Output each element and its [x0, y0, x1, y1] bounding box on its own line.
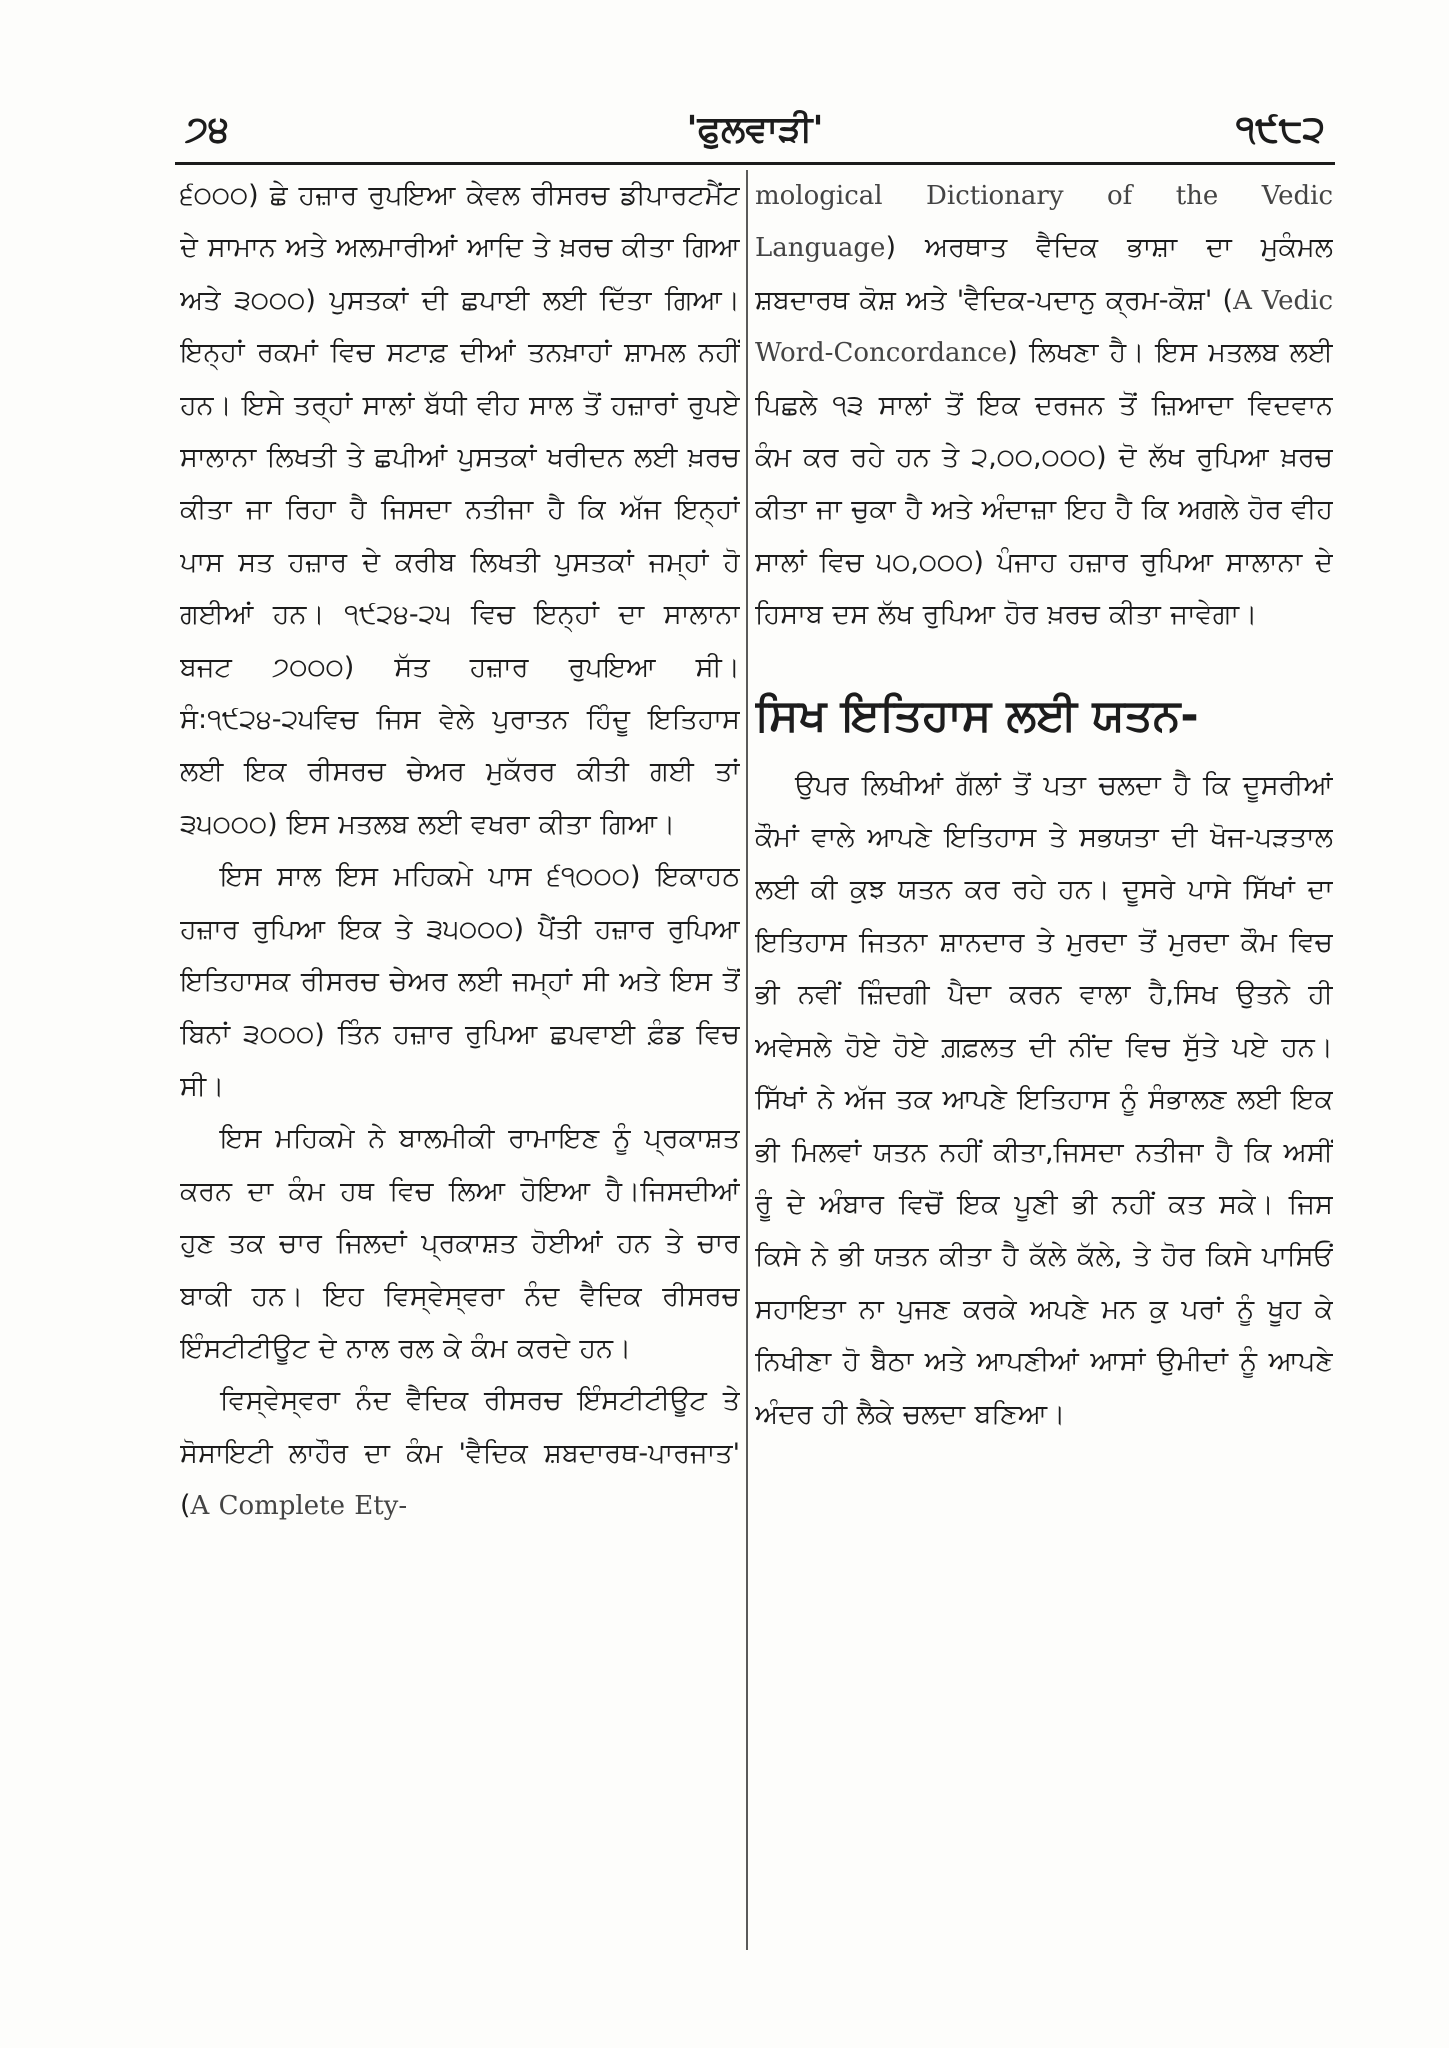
- vedic-dictionary-text: ) ਅਰਥਾਤ ਵੈਦਿਕ ਭਾਸ਼ਾ ਦਾ ਮੁਕੰਮਲ ਸ਼ਬਦਾਰਥ ਕੋਸ਼ ਅਤੇ 'ਵੈਦਿਕ-ਪਦਾਨੁ ਕ੍ਰਮ-ਕੋਸ਼' (: [755, 232, 1333, 316]
- header-year: ੧੯੮੨: [1235, 109, 1325, 150]
- english-dictionary-title: A Complete Ety-: [190, 1491, 408, 1522]
- column-divider: [746, 170, 748, 1950]
- header-rule: [175, 162, 1335, 165]
- left-column: [180, 170, 740, 1950]
- paragraph-sikh-history: ਉਪਰ ਲਿਖੀਆਂ ਗੱਲਾਂ ਤੋਂ ਪਤਾ ਚਲਦਾ ਹੈ ਕਿ ਦੂਸਰੀਆਂ ਕੌਮਾਂ ਵਾਲੇ ਆਪਣੇ ਇਤਿਹਾਸ ਤੇ ਸਭਯਤਾ ਦੀ ਖੋਜ-ਪੜਤਾਲ ਲਈ ਕੀ ਕੁਝ ਯਤਨ ਕਰ ਰਹੇ ਹਨ। ਦੂਸਰੇ ਪਾਸੇ ਸਿੱਖਾਂ ਦਾ ਇਤਿਹਾਸ ਜਿਤਨਾ ਸ਼ਾਨਦਾਰ ਤੇ ਮੁਰਦਾ ਤੋਂ ਮੁਰਦਾ ਕੌਮ ਵਿਚ ਭੀ ਨਵੀਂ ਜ਼ਿੰਦਗੀ ਪੈਦਾ ਕਰਨ ਵਾਲਾ ਹੈ,ਸਿਖ ਉਤਨੇ ਹੀ ਅਵੇਸਲੇ ਹੋਏ ਹੋਏ ਗ਼ਫ਼ਲਤ ਦੀ ਨੀਂਦ ਵਿਚ ਸੁੱਤੇ ਪਏ ਹਨ। ਸਿੱਖਾਂ ਨੇ ਅੱਜ ਤਕ ਆਪਣੇ ਇਤਿਹਾਸ ਨੂੰ ਸੰਭਾਲਣ ਲਈ ਇਕ ਭੀ ਮਿਲਵਾਂ ਯਤਨ ਨਹੀਂ ਕੀਤਾ,ਜਿਸਦਾ ਨਤੀਜਾ ਹੈ ਕਿ ਅਸੀਂ ਰੂੰ ਦੇ ਅੰਬਾਰ ਵਿਚੋਂ ਇਕ ਪੂਣੀ ਭੀ ਨਹੀਂ ਕਤ ਸਕੇ। ਜਿਸ ਕਿਸੇ ਨੇ ਭੀ ਯਤਨ ਕੀਤਾ ਹੈ ਕੱਲੇ ਕੱਲੇ, ਤੇ ਹੋਰ ਕਿਸੇ ਪਾਸਿਓਂ ਸਹਾਇਤਾ ਨਾ ਪੁਜਣ ਕਰਕੇ ਅਪਣੇ ਮਨ ਕੁ ਪਰਾਂ ਨੂੰ ਖੂਹ ਕੇ ਨਿਖੀਣਾ ਹੋ ਬੈਠਾ ਅਤੇ ਆਪਣੀਆਂ ਆਸਾਂ ਉਮੀਦਾਂ ਨੂੰ ਆਪਣੇ ਅੰਦਰ ਹੀ ਲੈਕੇ ਚਲਦਾ ਬਣਿਆ।: [755, 769, 1333, 1430]
- page-number: ੭੪: [185, 109, 229, 150]
- paragraph-vedic-dictionary: [755, 170, 1333, 642]
- english-dictionary-title-cont: mological Dictionary of the Vedic Language: [755, 181, 1333, 264]
- vedic-dictionary-text-cont: ) ਲਿਖਣਾ ਹੈ। ਇਸ ਮਤਲਬ ਲਈ ਪਿਛਲੇ ੧੩ ਸਾਲਾਂ ਤੋਂ ਇਕ ਦਰਜਨ ਤੋਂ ਜ਼ਿਆਦਾ ਵਿਦਵਾਨ ਕੰਮ ਕਰ ਰਹੇ ਹਨ ਤੇ ੨,੦੦,੦੦੦) ਦੋ ਲੱਖ ਰੁਪਿਆ ਖ਼ਰਚ ਕੀਤਾ ਜਾ ਚੁਕਾ ਹੈ ਅਤੇ ਅੰਦਾਜ਼ਾ ਇਹ ਹੈ ਕਿ ਅਗਲੇ ਹੋਰ ਵੀਹ ਸਾਲਾਂ ਵਿਚ ੫੦,੦੦੦) ਪੰਜਾਹ ਹਜ਼ਾਰ ਰੁਪਿਆ ਸਾਲਾਨਾ ਦੇ ਹਿਸਾਬ ਦਸ ਲੱਖ ਰੁਪਿਆ ਹੋਰ ਖ਼ਰਚ ਕੀਤਾ ਜਾਵੇਗਾ।: [755, 337, 1333, 631]
- page-header: [175, 100, 1335, 160]
- paragraph-ramayana: ਇਸ ਮਹਿਕਮੇ ਨੇ ਬਾਲਮੀਕੀ ਰਾਮਾਇਣ ਨੂੰ ਪ੍ਰਕਾਸ਼ਤ ਕਰਨ ਦਾ ਕੰਮ ਹਥ ਵਿਚ ਲਿਆ ਹੋਇਆ ਹੈ।ਜਿਸਦੀਆਂ ਹੁਣ ਤਕ ਚਾਰ ਜਿਲਦਾਂ ਪ੍ਰਕਾਸ਼ਤ ਹੋਈਆਂ ਹਨ ਤੇ ਚਾਰ ਬਾਕੀ ਹਨ। ਇਹ ਵਿਸ੍ਵੇਸ੍ਵਰਾ ਨੰਦ ਵੈਦਿਕ ਰੀਸਰਚ ਇੰਸਟੀਟੀਊਟ ਦੇ ਨਾਲ ਰਲ ਕੇ ਕੰਮ ਕਰਦੇ ਹਨ।: [180, 1123, 740, 1364]
- paragraph-vedic-institute: [180, 1375, 740, 1532]
- paragraph-this-year: ਇਸ ਸਾਲ ਇਸ ਮਹਿਕਮੇ ਪਾਸ ੬੧੦੦੦) ਇਕਾਹਠ ਹਜ਼ਾਰ ਰੁਪਿਆ ਇਕ ਤੇ ੩੫੦੦੦) ਪੈਂਤੀ ਹਜ਼ਾਰ ਰੁਪਿਆ ਇਤਿਹਾਸਕ ਰੀਸਰਚ ਚੇਅਰ ਲਈ ਜਮ੍ਹਾਂ ਸੀ ਅਤੇ ਇਸ ਤੋਂ ਬਿਨਾਂ ੩੦੦੦) ਤਿੰਨ ਹਜ਼ਾਰ ਰੁਪਿਆ ਛਪਵਾਈ ਫ਼ੰਡ ਵਿਚ ਸੀ।: [180, 861, 740, 1102]
- right-column: [755, 170, 1333, 1950]
- section-heading: ਸਿਖ ਇਤਿਹਾਸ ਲਈ ਯਤਨ-: [755, 689, 1199, 741]
- english-concordance-title: A Vedic Word-Concordance: [755, 285, 1333, 369]
- magazine-title: 'ਫੁਲਵਾੜੀ': [686, 109, 824, 150]
- paragraph-expenses: ੬੦੦੦) ਛੇ ਹਜ਼ਾਰ ਰੁਪਇਆ ਕੇਵਲ ਰੀਸਰਚ ਡੀਪਾਰਟਮੈਂਟ ਦੇ ਸਾਮਾਨ ਅਤੇ ਅਲਮਾਰੀਆਂ ਆਦਿ ਤੇ ਖ਼ਰਚ ਕੀਤਾ ਗਿਆ ਅਤੇ ੩੦੦੦) ਪੁਸਤਕਾਂ ਦੀ ਛਪਾਈ ਲਈ ਦਿੱਤਾ ਗਿਆ। ਇਨ੍ਹਾਂ ਰਕਮਾਂ ਵਿਚ ਸਟਾਫ਼ ਦੀਆਂ ਤਨਖ਼ਾਹਾਂ ਸ਼ਾਮਲ ਨਹੀਂ ਹਨ। ਇਸੇ ਤਰ੍ਹਾਂ ਸਾਲਾਂ ਬੱਧੀ ਵੀਹ ਸਾਲ ਤੋਂ ਹਜ਼ਾਰਾਂ ਰੁਪਏ ਸਾਲਾਨਾ ਲਿਖਤੀ ਤੇ ਛਪੀਆਂ ਪੁਸਤਕਾਂ ਖਰੀਦਨ ਲਈ ਖ਼ਰਚ ਕੀਤਾ ਜਾ ਰਿਹਾ ਹੈ ਜਿਸਦਾ ਨਤੀਜਾ ਹੈ ਕਿ ਅੱਜ ਇਨ੍ਹਾਂ ਪਾਸ ਸਤ ਹਜ਼ਾਰ ਦੇ ਕਰੀਬ ਲਿਖਤੀ ਪੁਸਤਕਾਂ ਜਮ੍ਹਾਂ ਹੋ ਗਈਆਂ ਹਨ। ੧੯੨੪-੨੫ ਵਿਚ ਇਨ੍ਹਾਂ ਦਾ ਸਾਲਾਨਾ ਬਜਟ ੭੦੦੦) ਸੱਤ ਹਜ਼ਾਰ ਰੁਪਇਆ ਸੀ।ਸੰ:੧੯੨੪-੨੫ਵਿਚ ਜਿਸ ਵੇਲੇ ਪੁਰਾਤਨ ਹਿੰਦੂ ਇਤਿਹਾਸ ਲਈ ਇਕ ਰੀਸਰਚ ਚੇਅਰ ਮੁਕੱਰਰ ਕੀਤੀ ਗਈ ਤਾਂ ੩੫੦੦੦) ਇਸ ਮਤਲਬ ਲਈ ਵਖਰਾ ਕੀਤਾ ਗਿਆ।: [180, 180, 740, 840]
- vedic-institute-text: ਵਿਸ੍ਵੇਸ੍ਵਰਾ ਨੰਦ ਵੈਦਿਕ ਰੀਸਰਚ ਇੰਸਟੀਟੀਊਟ ਤੇ ਸੋਸਾਇਟੀ ਲਾਹੌਰ ਦਾ ਕੰਮ 'ਵੈਦਿਕ ਸ਼ਬਦਾਰਥ-ਪਾਰਜਾਤ' (: [180, 1385, 740, 1522]
